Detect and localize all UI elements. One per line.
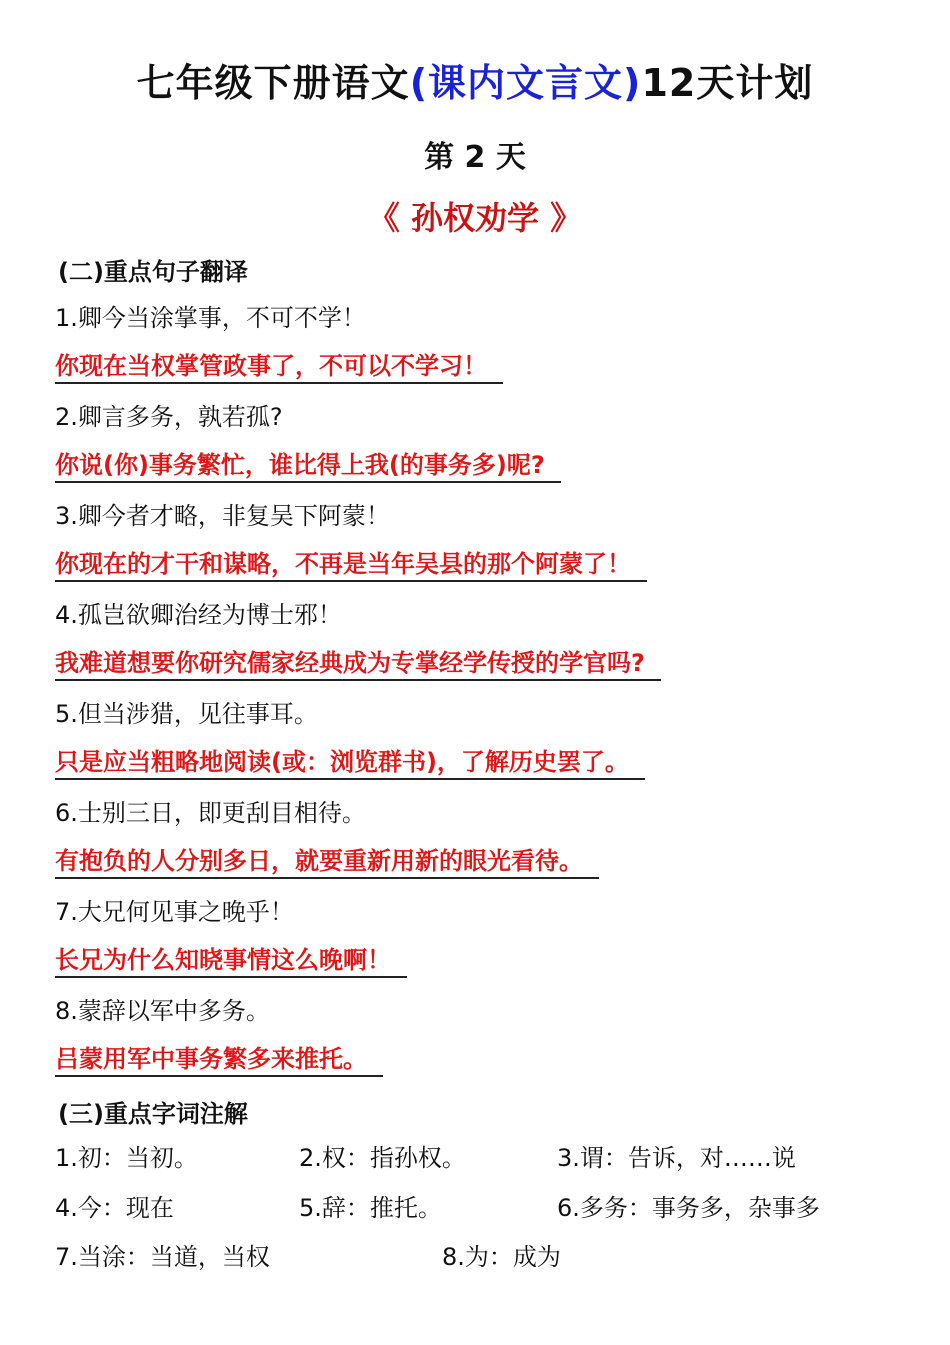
classical-sentence: 8.蒙辞以军中多务。	[55, 997, 270, 1025]
title-plan: 12天计划	[641, 61, 814, 105]
classical-sentence: 6.士别三日，即更刮目相待。	[55, 799, 366, 827]
translation-row	[55, 1043, 915, 1093]
sentence-pair	[55, 894, 915, 993]
sentence-pair	[55, 993, 915, 1092]
words-heading: (三)重点字词注解	[58, 1100, 248, 1128]
classical-sentence: 3.卿今者才略，非复吴下阿蒙！	[55, 502, 390, 530]
translation-row	[55, 845, 915, 895]
translation-text: 有抱负的人分别多日，就要重新用新的眼光看待。	[55, 845, 599, 879]
sentence-pair	[55, 795, 915, 894]
word-note: 5.辞：推托。	[299, 1193, 442, 1222]
word-row	[55, 1140, 915, 1190]
word-row	[55, 1190, 915, 1240]
word-note: 1.初：当初。	[55, 1144, 198, 1172]
sentence-pair	[55, 597, 915, 696]
translation-row	[55, 944, 915, 994]
word-notes	[55, 1140, 915, 1289]
translation-row	[55, 647, 915, 697]
sentence-pair	[55, 399, 915, 498]
title-main: 七年级下册语文	[136, 61, 410, 105]
word-note: 3.谓：告诉，对……说	[557, 1144, 796, 1172]
translation-row	[55, 746, 915, 796]
translation-text: 你现在当权掌管政事了，不可以不学习！	[55, 350, 503, 384]
title-accent: (课内文言文)	[409, 61, 642, 105]
translation-text: 你说(你)事务繁忙，谁比得上我(的事务多)呢?	[55, 449, 561, 483]
translation-text: 我难道想要你研究儒家经典成为专掌经学传授的学官吗?	[55, 647, 661, 681]
day-label: 第 2 天	[424, 140, 526, 175]
word-note: 8.为：成为	[442, 1243, 561, 1271]
page-title	[0, 52, 950, 107]
translation-text: 长兄为什么知晓事情这么晚啊！	[55, 944, 407, 978]
translation-row	[55, 449, 915, 499]
translation-text: 你现在的才干和谋略，不再是当年吴县的那个阿蒙了！	[55, 548, 647, 582]
lesson-title: 《 孙权劝学 》	[367, 199, 583, 237]
translation-row	[55, 350, 915, 400]
sentence-pair	[55, 696, 915, 795]
translation-text: 只是应当粗略地阅读(或：浏览群书)，了解历史罢了。	[55, 746, 645, 780]
word-note: 7.当涂：当道，当权	[55, 1243, 270, 1271]
sentence-pair	[55, 300, 915, 399]
sentence-pair	[55, 498, 915, 597]
classical-sentence: 4.孤岂欲卿治经为博士邪！	[55, 601, 342, 629]
classical-sentence: 7.大兄何见事之晚乎！	[55, 898, 294, 926]
word-row	[55, 1239, 915, 1289]
sentences-heading: (二)重点句子翻译	[58, 258, 248, 286]
sentence-list	[55, 300, 915, 1092]
word-note: 6.多务：事务多，杂事多	[557, 1193, 820, 1222]
classical-sentence: 1.卿今当涂掌事，不可不学！	[55, 304, 366, 332]
classical-sentence: 2.卿言多务，孰若孤?	[55, 403, 283, 431]
translation-row	[55, 548, 915, 598]
translation-text: 吕蒙用军中事务繁多来推托。	[55, 1043, 383, 1077]
classical-sentence: 5.但当涉猎，见往事耳。	[55, 700, 318, 728]
word-note: 2.权：指孙权。	[299, 1144, 466, 1172]
word-note: 4.今：现在	[55, 1193, 174, 1222]
